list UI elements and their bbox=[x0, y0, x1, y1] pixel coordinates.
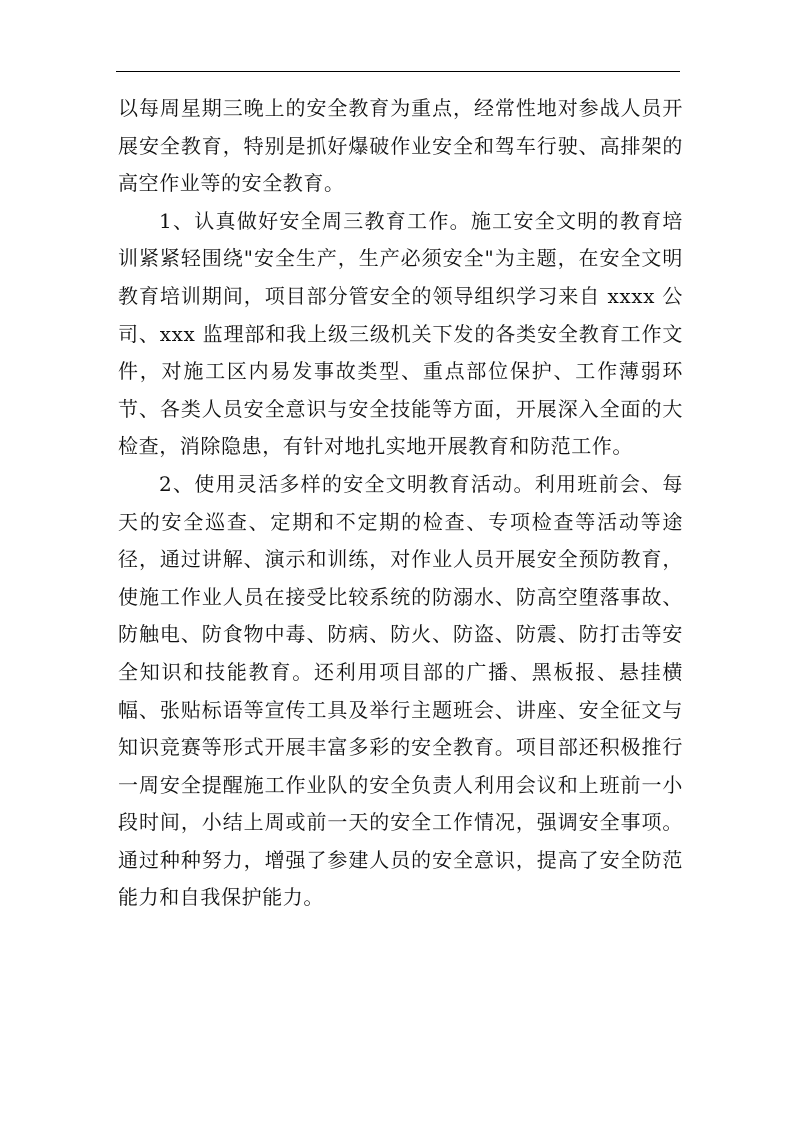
paragraph-item-1: 1、认真做好安全周三教育工作。施工安全文明的教育培训紧紧轻围绕"安全生产，生产必须安全"为主题，在安全文明教育培训期间，项目部分管安全的领导组织学习来自 xxxx 公司、xxx 监理部和我上级三级机关下发的各类安全教育工作文件，对施工区内易发事故类型、重点部位保护、工作薄弱环节、各类人员安全意识与安全技能等方面，开展深入全面的大检查，消除隐患，有针对地扎实地开展教育和防范工作。 bbox=[118, 208, 683, 459]
paragraph-item-2: 2、使用灵活多样的安全文明教育活动。利用班前会、每天的安全巡查、定期和不定期的检查、专项检查等活动等途径，通过讲解、演示和训练，对作业人员开展安全预防教育，使施工作业人员在接受比较系统的防溺水、防高空堕落事故、防触电、防食物中毒、防病、防火、防盗、防震、防打击等安全知识和技能教育。还利用项目部的广播、黑板报、悬挂横幅、张贴标语等宣传工具及举行主题班会、讲座、安全征文与知识竞赛等形式开展丰富多彩的安全教育。项目部还积极推行一周安全提醒施工作业队的安全负责人利用会议和上班前一小段时间，小结上周或前一天的安全工作情况，强调安全事项。通过种种努力，增强了参建人员的安全意识，提高了安全防范能力和自我保护能力。 bbox=[118, 471, 683, 910]
header-rule bbox=[116, 71, 680, 72]
document-body bbox=[118, 90, 683, 917]
paragraph-intro: 以每周星期三晚上的安全教育为重点，经常性地对参战人员开展安全教育，特别是抓好爆破作业安全和驾车行驶、高排架的高空作业等的安全教育。 bbox=[118, 96, 683, 196]
